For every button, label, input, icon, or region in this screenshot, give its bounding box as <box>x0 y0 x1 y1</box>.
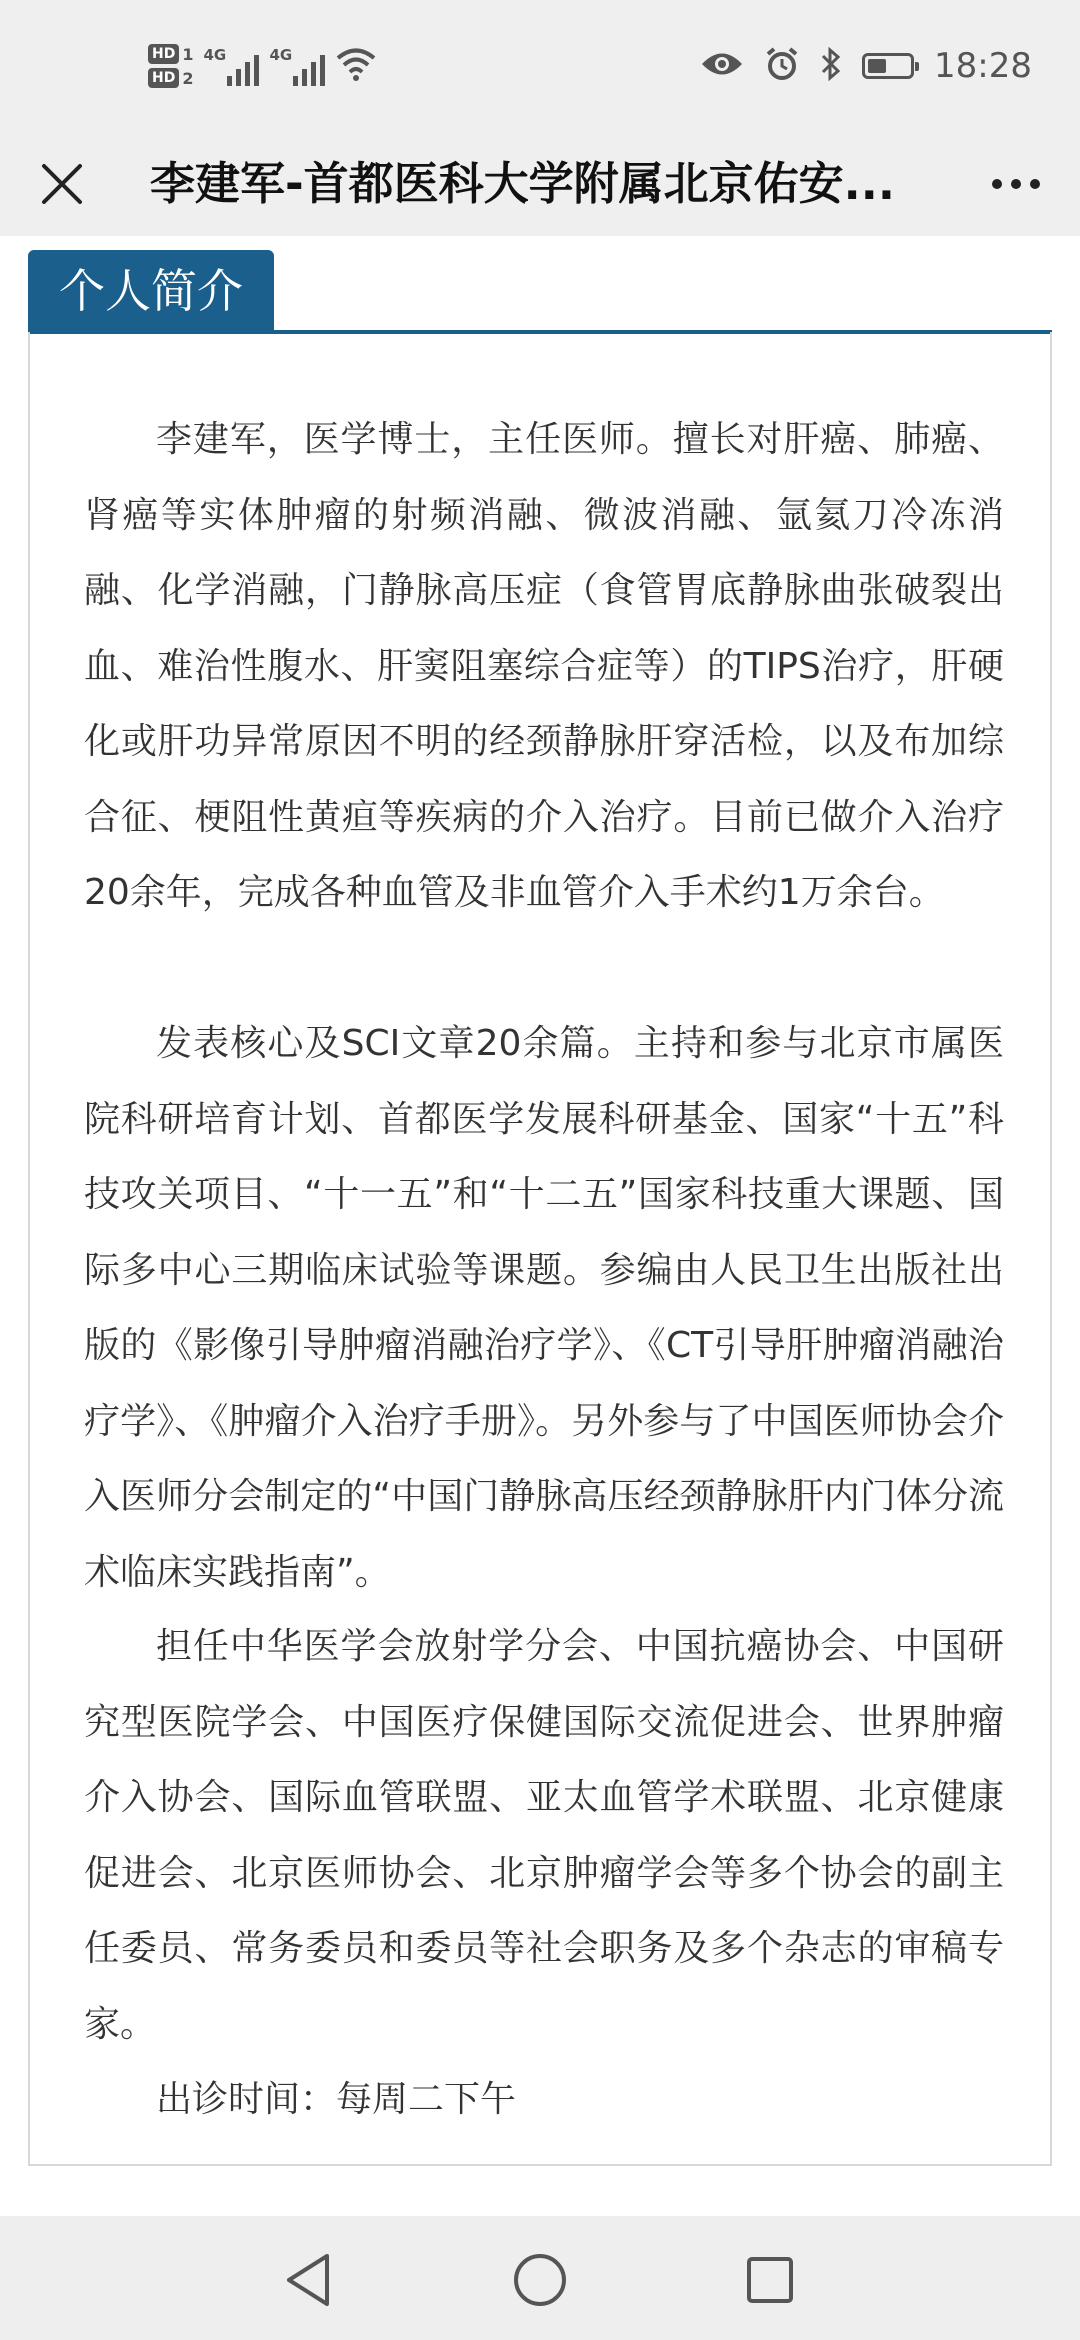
home-icon <box>512 2252 568 2308</box>
sim1-badge <box>148 44 193 64</box>
sim2-badge <box>148 68 193 88</box>
network2-label: 4G <box>269 46 293 64</box>
recents-icon <box>745 2255 795 2305</box>
status-bar <box>0 0 1080 132</box>
bluetooth-icon <box>820 46 842 86</box>
clinic-hours: 出诊时间：每周二下午 <box>156 2079 517 2120</box>
sim-badges <box>148 44 193 88</box>
more-button[interactable] <box>980 150 1052 218</box>
eye-icon <box>700 49 744 83</box>
more-icon <box>992 179 1002 189</box>
status-left <box>148 36 377 96</box>
sim2-num: 2 <box>182 68 194 88</box>
status-right <box>700 36 1032 96</box>
navigation-bar <box>0 2216 1080 2340</box>
sim1-label: HD <box>148 44 179 64</box>
intro-paragraph-positions: 担任中华医学会放射学分会、中国抗癌协会、中国研究型医院学会、中国医疗保健国际交流促进会、世界肿瘤介入协会、国际血管联盟、亚太血管学术联盟、北京健康促进会、北京医师协会、北京肿瘤学会等多个协会的副主任委员、常务委员和委员等社会职务及多个杂志的审稿专家。 <box>84 1626 1004 2045</box>
intro-paragraph-specialty: 李建军，医学博士，主任医师。擅长对肝癌、肺癌、肾癌等实体肿瘤的射频消融、微波消融、氩氦刀冷冻消融、化学消融，门静脉高压症（食管胃底静脉曲张破裂出血、难治性腹水、肝窦阻塞综合症等）的TIPS治疗，肝硬化或肝功异常原因不明的经颈静脉肝穿活检，以及布加综合征、梗阻性黄疸等疾病的介入治疗。目前已做介入治疗20余年，完成各种血管及非血管介入手术约1万余台。 <box>84 419 1004 913</box>
recents-button[interactable] <box>738 2250 802 2310</box>
battery-icon <box>862 53 914 79</box>
wifi-icon <box>335 46 377 86</box>
sim2-label: HD <box>148 68 179 88</box>
section-tab: 个人简介 <box>28 250 274 332</box>
back-icon <box>283 2252 333 2308</box>
home-button[interactable] <box>508 2250 572 2310</box>
section-header <box>28 250 1052 334</box>
close-button[interactable] <box>28 150 96 218</box>
close-icon <box>40 162 84 206</box>
signal-icon-2 <box>269 46 325 86</box>
back-button[interactable] <box>276 2250 340 2310</box>
alarm-icon <box>764 46 800 86</box>
status-time: 18:28 <box>934 46 1032 86</box>
content-area[interactable] <box>0 236 1080 2216</box>
page-title: 李建军-首都医科大学附属北京佑安... <box>150 157 895 210</box>
intro-paragraph-research: 发表核心及SCI文章20余篇。主持和参与北京市属医院科研培育计划、首都医学发展科研基金、国家“十五”科技攻关项目、“十一五”和“十二五”国家科技重大课题、国际多中心三期临床试验等课题。参编由人民卫生出版社出版的《影像引导肿瘤消融治疗学》、《CT引导肝肿瘤消融治疗学》、《肿瘤介入治疗手册》。另外参与了中国医师协会介入医师分会制定的“中国门静脉高压经颈静脉肝内门体分流术临床实践指南”。 <box>84 1023 1004 1593</box>
signal-icon-1 <box>203 46 259 86</box>
network1-label: 4G <box>203 46 227 64</box>
app-bar <box>0 132 1080 236</box>
sim1-num: 1 <box>182 44 194 64</box>
